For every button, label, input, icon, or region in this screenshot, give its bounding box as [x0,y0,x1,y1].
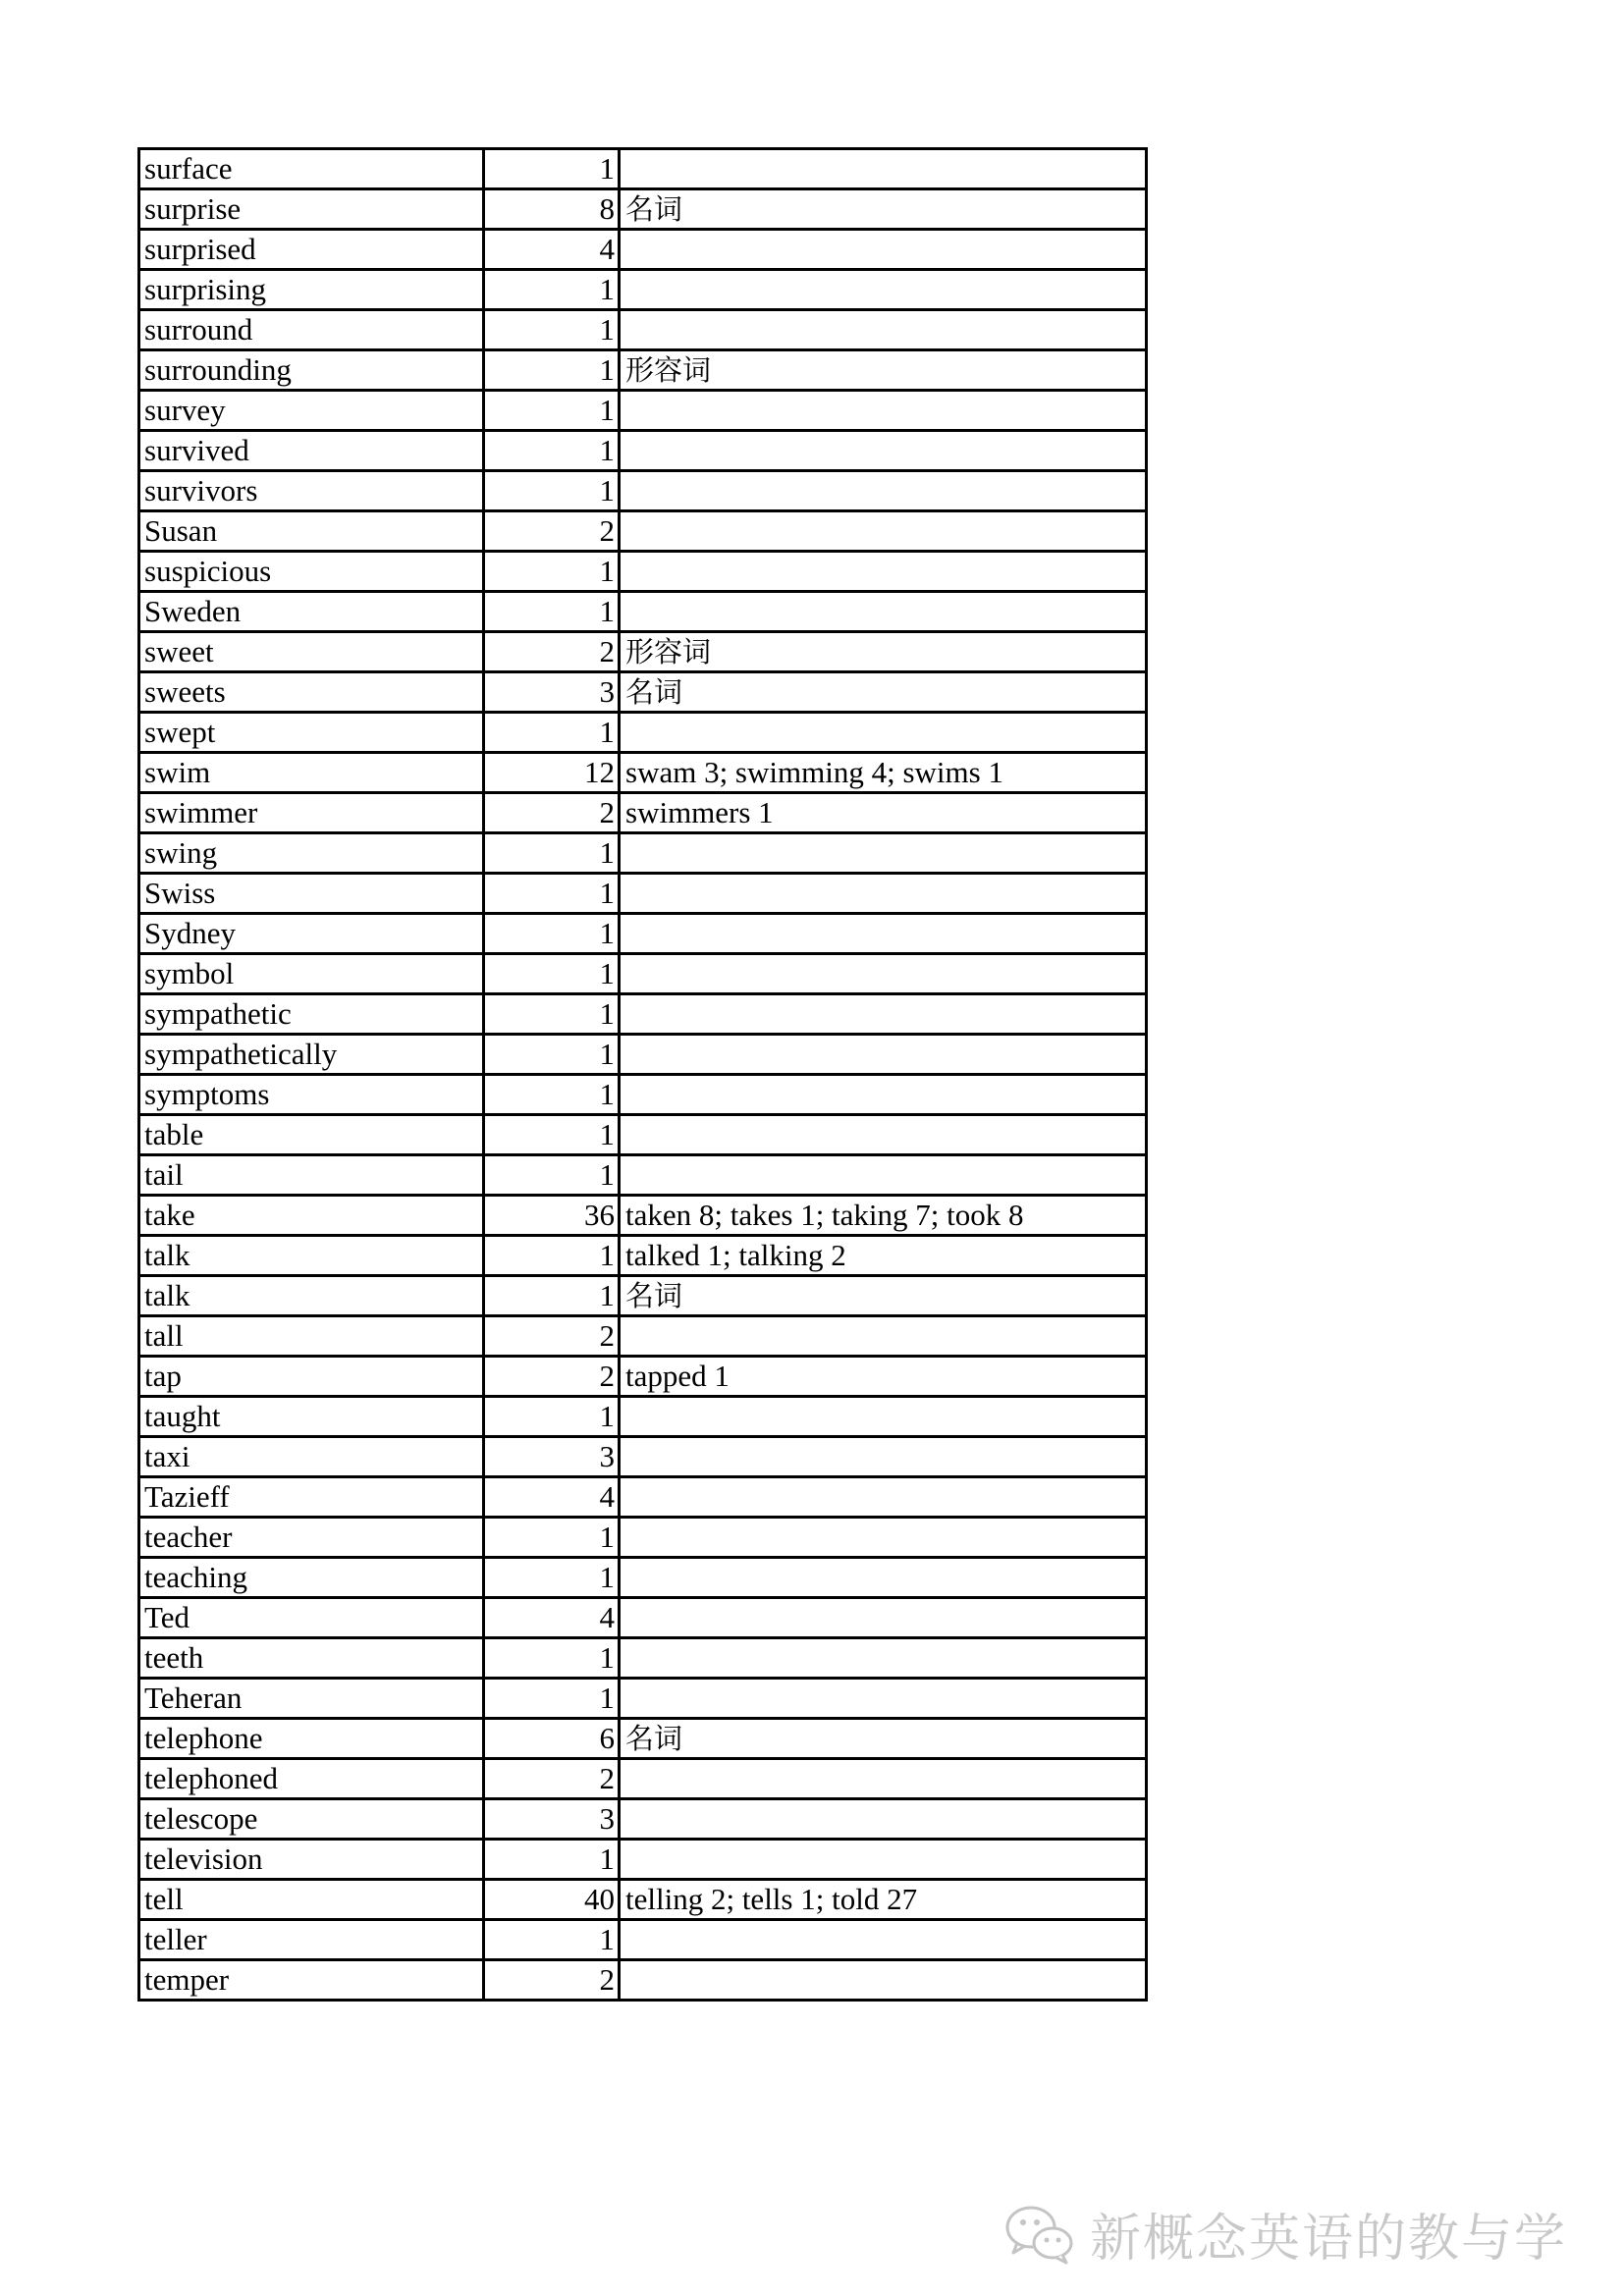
table-row [139,1115,1147,1155]
word-cell: teacher [139,1518,484,1558]
table-row [139,994,1147,1035]
count-cell: 1 [484,1115,620,1155]
note-cell [620,1558,1147,1598]
word-cell: telescope [139,1799,484,1840]
table-row [139,1598,1147,1638]
watermark [1003,2197,1567,2270]
table-row [139,149,1147,189]
note-cell [620,149,1147,189]
table-row [139,914,1147,954]
wechat-icon [1003,2204,1076,2265]
note-cell [620,1316,1147,1357]
word-cell: Susan [139,511,484,552]
count-cell: 1 [484,914,620,954]
table-row [139,672,1147,713]
word-cell: sweets [139,672,484,713]
word-cell: surprise [139,189,484,230]
word-cell: taxi [139,1437,484,1477]
note-cell [620,1679,1147,1719]
note-text: swimmers 1 [625,795,774,829]
word-cell: telephone [139,1719,484,1759]
word-cell: Swiss [139,874,484,914]
table-row [139,1196,1147,1236]
count-cell: 12 [484,753,620,793]
note-text: tapped 1 [625,1359,730,1393]
note-cell [620,230,1147,270]
word-cell: Sydney [139,914,484,954]
note-text: talked 1; talking 2 [625,1238,846,1272]
count-cell: 1 [484,1236,620,1276]
table-row [139,753,1147,793]
count-cell: 1 [484,431,620,471]
word-cell: talk [139,1276,484,1316]
note-cell [620,350,1147,391]
note-cell [620,672,1147,713]
table-body [139,149,1147,2001]
table-row [139,1799,1147,1840]
note-cell [620,1759,1147,1799]
note-cell [620,1035,1147,1075]
note-cell [620,793,1147,833]
word-cell: swimmer [139,793,484,833]
count-cell: 1 [484,149,620,189]
word-cell: Ted [139,1598,484,1638]
table-row [139,1276,1147,1316]
word-cell: taught [139,1397,484,1437]
count-cell: 1 [484,310,620,350]
word-cell: telephoned [139,1759,484,1799]
word-cell: sweet [139,632,484,672]
table-row [139,511,1147,552]
count-cell: 1 [484,592,620,632]
table-row [139,1075,1147,1115]
count-cell: 1 [484,833,620,874]
count-cell: 2 [484,1759,620,1799]
note-cell [620,471,1147,511]
count-cell: 4 [484,230,620,270]
count-cell: 1 [484,1276,620,1316]
note-cell [620,1638,1147,1679]
note-cell [620,431,1147,471]
note-cell [620,189,1147,230]
table-row [139,1035,1147,1075]
note-cell [620,914,1147,954]
watermark-text: 新概念英语的教与学 [1090,2210,1568,2269]
note-cell [620,592,1147,632]
table-row [139,1960,1147,2001]
note-cell [620,1397,1147,1437]
table-row [139,1638,1147,1679]
note-cell [620,1880,1147,1920]
word-cell: talk [139,1236,484,1276]
table-row [139,270,1147,310]
count-cell: 2 [484,511,620,552]
count-cell: 3 [484,672,620,713]
note-text: 名词 [625,1279,683,1312]
note-cell [620,713,1147,753]
count-cell: 2 [484,1357,620,1397]
table-row [139,1397,1147,1437]
table-row [139,431,1147,471]
word-cell: surprising [139,270,484,310]
count-cell: 1 [484,1075,620,1115]
table-row [139,713,1147,753]
note-cell [620,391,1147,431]
count-cell: 3 [484,1437,620,1477]
count-cell: 4 [484,1477,620,1518]
table-row [139,391,1147,431]
table-row [139,632,1147,672]
count-cell: 6 [484,1719,620,1759]
table-row [139,1357,1147,1397]
word-cell: suspicious [139,552,484,592]
note-cell [620,270,1147,310]
count-cell: 2 [484,632,620,672]
table-row [139,1236,1147,1276]
word-cell: tall [139,1316,484,1357]
table-row [139,552,1147,592]
word-cell: swing [139,833,484,874]
word-cell: surround [139,310,484,350]
table-row [139,310,1147,350]
note-cell [620,1598,1147,1638]
word-frequency-table [137,147,1148,2002]
note-cell [620,310,1147,350]
count-cell: 1 [484,350,620,391]
table-row [139,1679,1147,1719]
note-text: 形容词 [625,635,712,668]
count-cell: 1 [484,1679,620,1719]
word-cell: teeth [139,1638,484,1679]
word-cell: temper [139,1960,484,2001]
count-cell: 1 [484,1155,620,1196]
count-cell: 1 [484,471,620,511]
note-cell [620,994,1147,1035]
count-cell: 4 [484,1598,620,1638]
note-text: 名词 [625,192,683,226]
table-row [139,1316,1147,1357]
note-text: 名词 [625,1722,683,1755]
table-row [139,833,1147,874]
table-row [139,1558,1147,1598]
note-text: 形容词 [625,353,712,387]
count-cell: 1 [484,552,620,592]
count-cell: 1 [484,1397,620,1437]
count-cell: 1 [484,713,620,753]
note-text: telling 2; tells 1; told 27 [625,1882,918,1916]
note-cell [620,874,1147,914]
note-cell [620,1960,1147,2001]
count-cell: 1 [484,1840,620,1880]
note-cell [620,1477,1147,1518]
table-row [139,1477,1147,1518]
word-cell: Tazieff [139,1477,484,1518]
word-cell: sympathetic [139,994,484,1035]
note-cell [620,1437,1147,1477]
count-cell: 1 [484,1638,620,1679]
note-cell [620,1196,1147,1236]
count-cell: 36 [484,1196,620,1236]
note-cell [620,1518,1147,1558]
table-row [139,793,1147,833]
table-row [139,350,1147,391]
word-cell: teller [139,1920,484,1960]
note-cell [620,1276,1147,1316]
note-text: taken 8; takes 1; taking 7; took 8 [625,1198,1024,1232]
note-cell [620,1155,1147,1196]
word-cell: table [139,1115,484,1155]
count-cell: 3 [484,1799,620,1840]
count-cell: 1 [484,1920,620,1960]
word-cell: television [139,1840,484,1880]
count-cell: 2 [484,1316,620,1357]
note-cell [620,552,1147,592]
word-cell: symbol [139,954,484,994]
table-row [139,1719,1147,1759]
note-cell [620,1799,1147,1840]
word-cell: survivors [139,471,484,511]
count-cell: 1 [484,391,620,431]
note-cell [620,833,1147,874]
count-cell: 1 [484,270,620,310]
note-cell [620,632,1147,672]
word-cell: Sweden [139,592,484,632]
count-cell: 1 [484,954,620,994]
note-cell [620,1236,1147,1276]
table-row [139,1518,1147,1558]
word-cell: surface [139,149,484,189]
word-cell: Teheran [139,1679,484,1719]
word-cell: symptoms [139,1075,484,1115]
note-cell [620,1840,1147,1880]
word-cell: teaching [139,1558,484,1598]
table-row [139,1840,1147,1880]
table-row [139,954,1147,994]
count-cell: 1 [484,1035,620,1075]
word-cell: survived [139,431,484,471]
word-cell: swept [139,713,484,753]
table-row [139,1437,1147,1477]
count-cell: 1 [484,1518,620,1558]
note-cell [620,1075,1147,1115]
count-cell: 40 [484,1880,620,1920]
table-row [139,1155,1147,1196]
word-cell: swim [139,753,484,793]
table-row [139,1880,1147,1920]
table-row [139,189,1147,230]
table-row [139,1920,1147,1960]
count-cell: 2 [484,1960,620,2001]
word-cell: take [139,1196,484,1236]
count-cell: 1 [484,1558,620,1598]
note-cell [620,954,1147,994]
word-cell: tail [139,1155,484,1196]
note-cell [620,753,1147,793]
note-cell [620,511,1147,552]
table-row [139,230,1147,270]
note-cell [620,1357,1147,1397]
count-cell: 2 [484,793,620,833]
note-cell [620,1920,1147,1960]
table-row [139,1759,1147,1799]
word-cell: tap [139,1357,484,1397]
note-cell [620,1115,1147,1155]
table-row [139,471,1147,511]
table-row [139,874,1147,914]
count-cell: 1 [484,994,620,1035]
word-cell: survey [139,391,484,431]
note-text: swam 3; swimming 4; swims 1 [625,755,1003,789]
note-text: 名词 [625,675,683,709]
note-cell [620,1719,1147,1759]
word-cell: surprised [139,230,484,270]
count-cell: 1 [484,874,620,914]
word-cell: tell [139,1880,484,1920]
table-row [139,592,1147,632]
count-cell: 8 [484,189,620,230]
word-cell: surrounding [139,350,484,391]
word-cell: sympathetically [139,1035,484,1075]
